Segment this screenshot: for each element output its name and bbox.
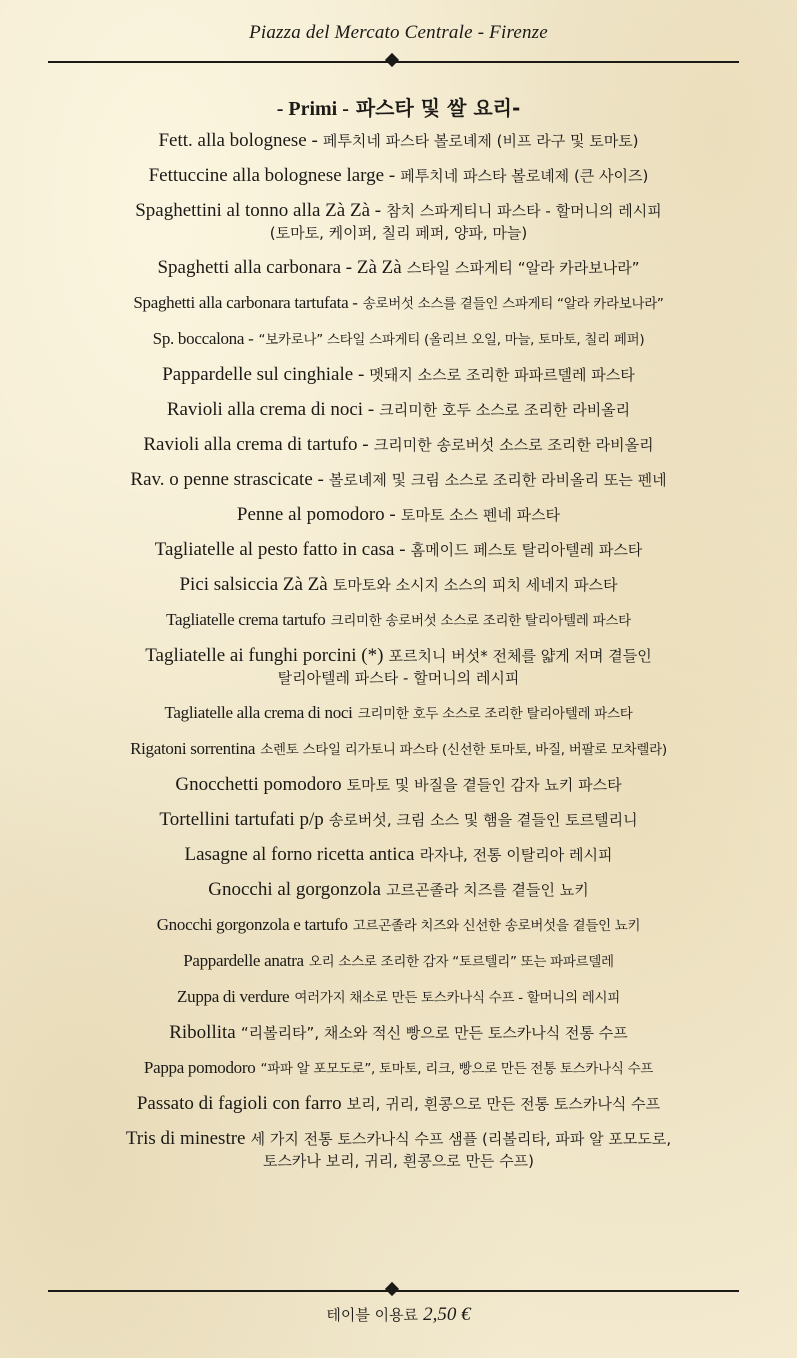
menu-item — [40, 539, 757, 561]
menu-item-italian-name: Ribollita — [169, 1022, 236, 1043]
menu-item-korean-description: 멧돼지 소스로 조리한 파파르델레 파스타 — [369, 366, 635, 384]
menu-item — [40, 574, 757, 596]
menu-item-italian-name: Rav. o penne strascicate - — [130, 469, 324, 490]
menu-item-korean-description: 오리 소스로 조리한 감자 “토르텔리” 또는 파파르델레 — [308, 954, 614, 970]
menu-item-italian-name: Spaghetti alla carbonara tartufata - — [133, 293, 358, 312]
menu-item — [40, 257, 757, 279]
menu-item-italian-name: Penne al pomodoro - — [236, 504, 396, 525]
menu-item-korean-description: 크리미한 호두 소스로 조리한 탈리아텔레 파스타 — [357, 706, 633, 722]
menu-item — [40, 738, 757, 761]
menu-item-italian-name: Pappardelle anatra — [183, 951, 304, 970]
restaurant-location: Piazza del Mercato Centrale - Firenze — [249, 22, 548, 43]
menu-item-italian-name: Gnocchi gorgonzola e tartufo — [156, 915, 348, 934]
menu-item — [40, 1057, 757, 1080]
cover-charge-label: 테이블 이용료 — [326, 1306, 419, 1324]
menu-item — [40, 292, 757, 315]
menu-item — [40, 469, 757, 491]
section-title-korean: 파스타 및 쌀 요리- — [355, 96, 521, 120]
menu-item-italian-name: Tagliatelle alla crema di noci — [164, 703, 353, 722]
menu-item-korean-description: “파파 알 포모도로”, 토마토, 리크, 빵으로 만든 전통 토스카나식 수프 — [260, 1061, 654, 1077]
menu-item — [40, 986, 757, 1009]
menu-item — [40, 1093, 757, 1115]
menu-item-korean-description: 스타일 스파게티 “알라 카라보나라” — [406, 259, 640, 277]
menu-item — [40, 130, 757, 152]
menu-item-korean-description: 페투치네 파스타 볼로녜제 (비프 라구 및 토마토) — [322, 132, 639, 150]
menu-item-italian-name: Passato di fagioli con farro — [136, 1093, 342, 1114]
menu-item-korean-description: 세 가지 전통 토스카나식 수프 샘플 (리볼리타, 파파 알 포모도로, — [250, 1130, 672, 1148]
menu-item-italian-name: Tagliatelle al pesto fatto in casa - — [154, 539, 406, 560]
menu-item-italian-name: Spaghetti alla carbonara - Zà Zà — [157, 257, 402, 278]
cover-charge — [0, 1304, 797, 1326]
cover-charge-price: 2,50 € — [423, 1304, 471, 1325]
menu-item-italian-name: Pappardelle sul cinghiale - — [162, 364, 365, 385]
menu-item-korean-description: 포르치니 버섯* 전체를 얇게 저며 곁들인 — [388, 647, 652, 665]
menu-item-korean-description-line2: (토마토, 케이퍼, 칠리 페퍼, 양파, 마늘) — [269, 224, 528, 242]
menu-item-korean-description-line2: 탈리아텔레 파스타 - 할머니의 레시피 — [277, 669, 520, 687]
menu-item-italian-name: Sp. boccalona - — [152, 329, 254, 348]
menu-item-korean-description: 홈메이드 페스토 탈리아텔레 파스타 — [410, 541, 643, 559]
menu-item — [40, 165, 757, 187]
menu-item-korean-description: “보카로나” 스타일 스파게티 (올리브 오일, 마늘, 토마토, 칠리 페퍼) — [258, 332, 645, 348]
menu-item-korean-description: 고르곤졸라 치즈와 신선한 송로버섯을 곁들인 뇨키 — [352, 918, 641, 934]
menu-item-korean-description: 보리, 귀리, 흰콩으로 만든 전통 토스카나식 수프 — [346, 1095, 661, 1113]
section-title-latin: - Primi - — [276, 98, 349, 120]
menu-item-korean-description: 볼로녜제 및 크림 소스로 조리한 라비올리 또는 펜네 — [328, 471, 667, 489]
menu-item-italian-name: Lasagne al forno ricetta antica — [184, 844, 415, 865]
menu-item — [40, 504, 757, 526]
menu-item-korean-description: 크리미한 호두 소스로 조리한 라비올리 — [379, 401, 631, 419]
menu-item — [40, 950, 757, 973]
menu-item-korean-description: “리볼리타”, 채소와 적신 빵으로 만든 토스카나식 전통 수프 — [240, 1024, 628, 1042]
menu-item — [40, 364, 757, 386]
menu-item-korean-description: 토마토 및 바질을 곁들인 감자 뇨키 파스타 — [346, 776, 622, 794]
menu-item — [40, 200, 757, 244]
menu-item-italian-name: Tagliatelle crema tartufo — [166, 610, 326, 629]
divider-diamond — [385, 1282, 399, 1296]
menu-item-korean-description: 크리미한 송로버섯 소스로 조리한 탈리아텔레 파스타 — [330, 613, 631, 629]
menu-item-korean-description: 참치 스파게티니 파스타 - 할머니의 레시피 — [386, 202, 662, 220]
menu-item-italian-name: Rigatoni sorrentina — [130, 739, 256, 758]
menu-item — [40, 645, 757, 689]
menu-item-italian-name: Zuppa di verdure — [177, 987, 290, 1006]
menu-item-italian-name: Tortellini tartufati p/p — [159, 809, 324, 830]
top-divider — [48, 61, 739, 63]
menu-item-korean-description: 송로버섯 소스를 곁들인 스파게티 “알라 카라보나라” — [362, 296, 664, 312]
menu-item-italian-name: Pici salsiccia Zà Zà — [179, 574, 328, 595]
menu-item-italian-name: Gnocchetti pomodoro — [175, 774, 342, 795]
menu-item — [40, 774, 757, 796]
menu-item-italian-name: Pappa pomodoro — [143, 1058, 256, 1077]
menu-item-korean-description: 토마토 소스 펜네 파스타 — [400, 506, 561, 524]
menu-item-korean-description: 페투치네 파스타 볼로녜제 (큰 사이즈) — [400, 167, 649, 185]
menu-item — [40, 1128, 757, 1172]
menu-item-italian-name: Tris di minestre — [125, 1128, 246, 1149]
section-title — [0, 92, 797, 121]
menu-item — [40, 702, 757, 725]
menu-item-korean-description: 라자냐, 전통 이탈리아 레시피 — [419, 846, 613, 864]
menu-item — [40, 809, 757, 831]
menu-item-italian-name: Ravioli alla crema di tartufo - — [143, 434, 369, 455]
menu-item-korean-description: 고르곤졸라 치즈를 곁들인 뇨키 — [386, 881, 589, 899]
menu-item — [40, 609, 757, 632]
menu-item — [40, 879, 757, 901]
menu-item-italian-name: Tagliatelle ai funghi porcini (*) — [145, 645, 384, 666]
menu-item-korean-description: 토마토와 소시지 소스의 피치 세네지 파스타 — [332, 576, 618, 594]
divider-diamond — [385, 53, 399, 67]
menu-item-italian-name: Fettuccine alla bolognese large - — [148, 165, 396, 186]
menu-item — [40, 844, 757, 866]
menu-item-korean-description: 소렌토 스타일 리가토니 파스타 (신선한 토마토, 바질, 버팔로 모차렐라) — [260, 742, 667, 758]
menu-item-korean-description: 송로버섯, 크림 소스 및 햄을 곁들인 토르텔리니 — [328, 811, 638, 829]
menu-item — [40, 1022, 757, 1044]
menu-item — [40, 914, 757, 937]
menu-item — [40, 434, 757, 456]
menu-item-korean-description: 크리미한 송로버섯 소스로 조리한 라비올리 — [373, 436, 654, 454]
menu-item — [40, 328, 757, 351]
menu-items-list — [40, 130, 757, 1185]
menu-item-italian-name: Spaghettini al tonno alla Zà Zà - — [135, 200, 382, 221]
menu-item-korean-description-line2: 토스카나 보리, 귀리, 흰콩으로 만든 수프) — [262, 1152, 535, 1170]
menu-item-italian-name: Gnocchi al gorgonzola — [208, 879, 381, 900]
menu-item-italian-name: Fett. alla bolognese - — [158, 130, 318, 151]
bottom-divider — [48, 1290, 739, 1292]
menu-item — [40, 399, 757, 421]
menu-item-italian-name: Ravioli alla crema di noci - — [166, 399, 375, 420]
menu-item-korean-description: 여러가지 채소로 만든 토스카나식 수프 - 할머니의 레시피 — [294, 990, 620, 1006]
